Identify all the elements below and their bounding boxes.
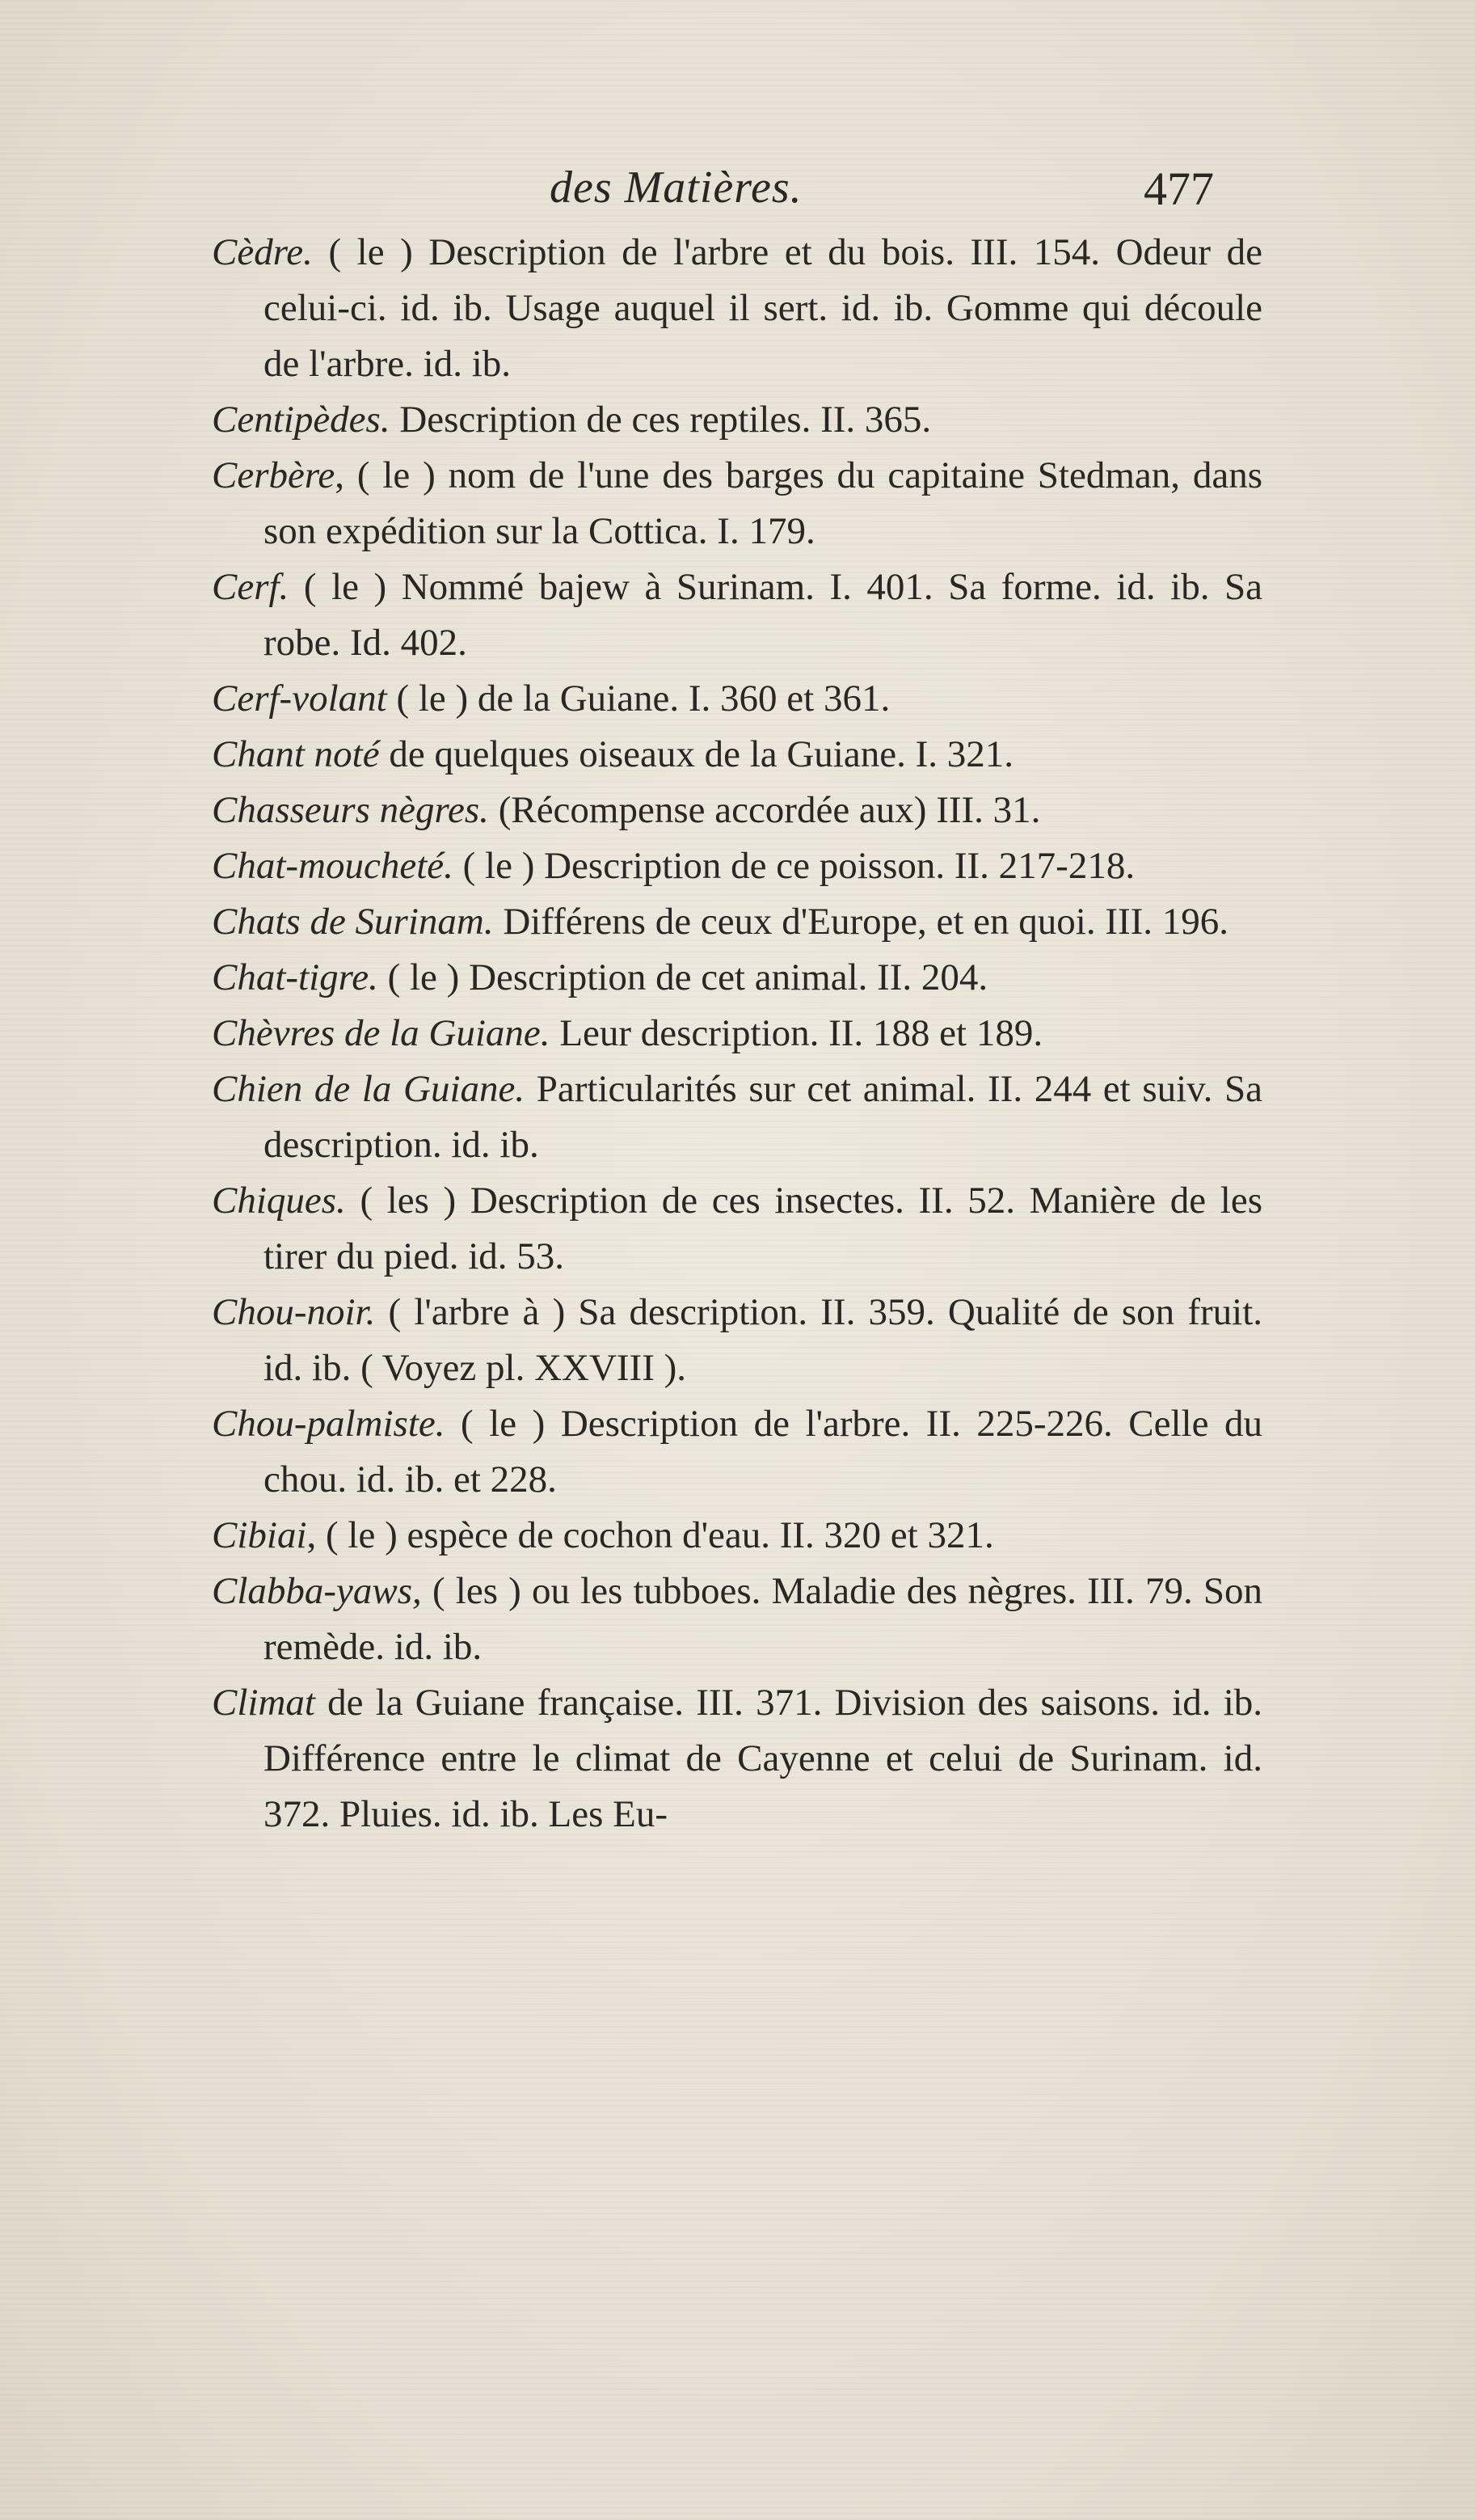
- entry-text: ( l'arbre à ) Sa description. II. 359. Qualité de son fruit. id. ib. ( Voyez pl. XXVIII ).: [263, 1291, 1262, 1389]
- entry-text: Description de ces reptiles. II. 365.: [390, 399, 932, 441]
- entry-text: ( les ) ou les tubboes. Maladie des nègres. III. 79. Son remède. id. ib.: [263, 1570, 1262, 1668]
- index-entry: [212, 894, 1262, 950]
- entry-text: ( le ) Nommé bajew à Surinam. I. 401. Sa forme. id. ib. Sa robe. Id. 402.: [263, 566, 1262, 664]
- entry-text: Différens de ceux d'Europe, et en quoi. III. 196.: [493, 901, 1229, 943]
- index-entry: [212, 838, 1262, 894]
- index-entries: [212, 225, 1262, 1843]
- entry-term: Cibiai: [212, 1514, 307, 1556]
- entry-term: Chèvres de la Guiane.: [212, 1012, 550, 1054]
- entry-term: Chiques.: [212, 1180, 346, 1222]
- index-entry: [212, 559, 1262, 671]
- entry-term: Chat-tigre.: [212, 956, 378, 998]
- entry-text: ( les ) Description de ces insectes. II. 52. Manière de les tirer du pied. id. 53.: [263, 1180, 1262, 1277]
- index-entry: [212, 1675, 1262, 1843]
- entry-text: Leur description. II. 188 et 189.: [550, 1012, 1043, 1054]
- entry-text: ( le ) Description de l'arbre et du bois. III. 154. Odeur de celui-ci. id. ib. Usage auquel il sert. id. ib. Gomme qui découle de l'arbre. id. ib.: [263, 231, 1262, 385]
- entry-text: Particularités sur cet animal. II. 244 et suiv. Sa description. id. ib.: [263, 1068, 1262, 1166]
- entry-term: Cerbère: [212, 454, 335, 496]
- entry-text: de la Guiane française. III. 371. Division des saisons. id. ib. Différence entre le climat de Cayenne et celui de Surinam. id. 372. Pluies. id. ib. Les Eu-: [263, 1682, 1262, 1835]
- entry-term: Climat: [212, 1682, 315, 1724]
- entry-term: Centipèdes.: [212, 399, 390, 441]
- entry-text: ( le ) de la Guiane. I. 360 et 361.: [386, 677, 891, 720]
- index-entry: [212, 950, 1262, 1006]
- index-entry: [212, 448, 1262, 559]
- entry-term: Chats de Surinam.: [212, 901, 494, 943]
- index-entry: [212, 392, 1262, 448]
- index-entry: [212, 671, 1262, 727]
- index-entry: [212, 1062, 1262, 1173]
- entry-term: Chou-palmiste.: [212, 1403, 445, 1445]
- entry-term: Cèdre.: [212, 231, 313, 273]
- index-entry: [212, 1285, 1262, 1396]
- entry-text: ( le ) Description de ce poisson. II. 217-218.: [453, 845, 1136, 887]
- entry-text: ( le ) Description de l'arbre. II. 225-226. Celle du chou. id. ib. et 228.: [263, 1403, 1262, 1501]
- entry-text: , ( le ) espèce de cochon d'eau. II. 320 et 321.: [306, 1514, 994, 1556]
- index-entry: [212, 1173, 1262, 1285]
- entry-term: Chant noté: [212, 733, 380, 775]
- index-entry: [212, 1508, 1262, 1564]
- entry-term: Cerf.: [212, 566, 289, 608]
- entry-text: (Récompense accordée aux) III. 31.: [488, 789, 1041, 831]
- entry-text: ( le ) Description de cet animal. II. 204.: [377, 956, 988, 998]
- index-entry: [212, 783, 1262, 838]
- running-head: des Matières.: [550, 163, 803, 213]
- entry-text: de quelques oiseaux de la Guiane. I. 321.: [379, 733, 1014, 775]
- entry-term: Cerf-volant: [212, 677, 387, 720]
- entry-text: , ( le ) nom de l'une des barges du capitaine Stedman, dans son expédition sur la Cottica. I. 179.: [263, 454, 1262, 552]
- entry-term: Clabba-yaws,: [212, 1570, 422, 1612]
- index-entry: [212, 1396, 1262, 1508]
- index-entry: [212, 727, 1262, 783]
- index-entry: [212, 1006, 1262, 1062]
- index-entry: [212, 1564, 1262, 1675]
- page-number: 477: [1144, 163, 1214, 215]
- entry-term: Chou-noir.: [212, 1291, 376, 1333]
- page-header: [0, 162, 1475, 226]
- entry-term: Chien de la Guiane.: [212, 1068, 525, 1110]
- entry-term: Chat-moucheté.: [212, 845, 453, 887]
- index-entry: [212, 225, 1262, 392]
- entry-term: Chasseurs nègres.: [212, 789, 489, 831]
